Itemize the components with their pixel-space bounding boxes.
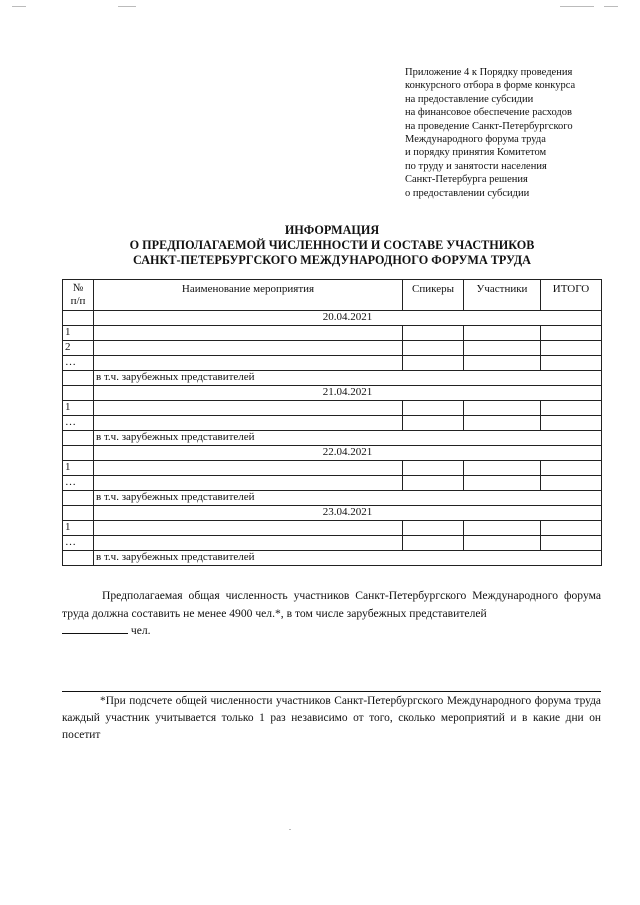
event-cell[interactable] (94, 326, 403, 341)
date-cell: 22.04.2021 (94, 446, 602, 461)
date-cell: 20.04.2021 (94, 311, 602, 326)
table-row (63, 521, 602, 536)
header-participants: Участники (464, 280, 541, 311)
foreign-representatives-label: в т.ч. зарубежных представителей (94, 551, 602, 566)
event-cell[interactable] (94, 401, 403, 416)
foreign-row (63, 371, 602, 386)
foreign-row (63, 551, 602, 566)
appendix-line: на предоставление субсидии (405, 93, 534, 105)
participants-cell[interactable] (464, 536, 541, 551)
appendix-line: о предоставлении субсидии (405, 187, 530, 199)
row-number: 1 (63, 326, 94, 341)
row-number: … (63, 536, 94, 551)
table-row (63, 416, 602, 431)
participants-cell[interactable] (464, 416, 541, 431)
appendix-note (405, 66, 625, 200)
scan-speck (12, 6, 26, 7)
participants-cell[interactable] (464, 341, 541, 356)
title-line: О ПРЕДПОЛАГАЕМОЙ ЧИСЛЕННОСТИ И СОСТАВЕ УЧАСТНИКОВ (129, 238, 535, 252)
row-number: 1 (63, 401, 94, 416)
participants-cell[interactable] (464, 401, 541, 416)
appendix-line: Приложение 4 к Порядку проведения (405, 67, 573, 78)
scan-speck (560, 6, 594, 7)
speakers-cell[interactable] (403, 341, 464, 356)
participants-cell[interactable] (464, 476, 541, 491)
table-row (63, 401, 602, 416)
date-cell: 21.04.2021 (94, 386, 602, 401)
appendix-line: Международного форума труда (405, 134, 546, 146)
total-cell[interactable] (541, 356, 602, 371)
estimated-count-paragraph (62, 587, 601, 640)
table-row (63, 356, 602, 371)
footnote (62, 693, 601, 744)
speakers-cell[interactable] (403, 416, 464, 431)
header-total: ИТОГО (541, 280, 602, 311)
table-header-row (63, 280, 602, 311)
appendix-line: конкурсного отбора в форме конкурса (405, 80, 576, 92)
foreign-row (63, 431, 602, 446)
appendix-line: Санкт-Петербурга решения (405, 174, 528, 186)
header-number-line1: № (72, 282, 84, 294)
foreign-representatives-label: в т.ч. зарубежных представителей (94, 491, 602, 506)
speakers-cell[interactable] (403, 356, 464, 371)
event-cell[interactable] (94, 461, 403, 476)
row-number: 2 (63, 341, 94, 356)
foreign-representatives-label: в т.ч. зарубежных представителей (94, 371, 602, 386)
speakers-cell[interactable] (403, 521, 464, 536)
table-row (63, 461, 602, 476)
date-row (63, 311, 602, 326)
participants-cell[interactable] (464, 326, 541, 341)
total-cell[interactable] (541, 416, 602, 431)
speakers-cell[interactable] (403, 461, 464, 476)
total-cell[interactable] (541, 401, 602, 416)
total-cell[interactable] (541, 341, 602, 356)
appendix-line: на проведение Санкт-Петербургского (405, 120, 573, 132)
foreign-count-blank[interactable] (62, 623, 128, 634)
foreign-row (63, 491, 602, 506)
speakers-cell[interactable] (403, 536, 464, 551)
title-line: ИНФОРМАЦИЯ (284, 223, 380, 237)
participants-cell[interactable] (464, 521, 541, 536)
header-speakers: Спикеры (403, 280, 464, 311)
table-row (63, 326, 602, 341)
scan-speck (604, 6, 618, 7)
appendix-line: и порядку принятия Комитетом (405, 147, 547, 159)
total-cell[interactable] (541, 536, 602, 551)
total-cell[interactable] (541, 521, 602, 536)
row-number: … (63, 416, 94, 431)
event-cell[interactable] (94, 521, 403, 536)
header-number (63, 280, 94, 311)
event-cell[interactable] (94, 341, 403, 356)
participants-table (62, 279, 602, 566)
speakers-cell[interactable] (403, 326, 464, 341)
table-row (63, 536, 602, 551)
event-cell[interactable] (94, 356, 403, 371)
document-title (0, 223, 640, 268)
scan-speck (118, 6, 136, 7)
date-cell: 23.04.2021 (94, 506, 602, 521)
row-number: 1 (63, 461, 94, 476)
date-row (63, 446, 602, 461)
scan-speck (289, 829, 291, 830)
participants-cell[interactable] (464, 461, 541, 476)
participants-cell[interactable] (464, 356, 541, 371)
paragraph-suffix: чел. (130, 624, 151, 637)
total-cell[interactable] (541, 326, 602, 341)
appendix-line: по труду и занятости населения (405, 160, 547, 172)
foreign-representatives-label: в т.ч. зарубежных представителей (94, 431, 602, 446)
title-line: САНКТ-ПЕТЕРБУРГСКОГО МЕЖДУНАРОДНОГО ФОРУМА ТРУДА (133, 253, 531, 267)
paragraph-text: Предполагаемая общая численность участников Санкт-Петербургского Международного форума труда должна составить не менее 4900 чел.*, в том числе зарубежных представителей (62, 589, 601, 620)
table-row (63, 341, 602, 356)
header-event: Наименование мероприятия (94, 280, 403, 311)
appendix-line: на финансовое обеспечение расходов (405, 107, 572, 119)
footnote-text: *При подсчете общей численности участников Санкт-Петербургского Международного форума труда каждый участник учитывается только 1 раз независимо от того, сколько мероприятий и в какие дни он посетит (62, 695, 601, 741)
event-cell[interactable] (94, 536, 403, 551)
row-number: … (63, 476, 94, 491)
row-number: … (63, 356, 94, 371)
event-cell[interactable] (94, 476, 403, 491)
footnote-separator (62, 691, 601, 692)
row-number: 1 (63, 521, 94, 536)
speakers-cell[interactable] (403, 401, 464, 416)
date-row (63, 386, 602, 401)
date-row (63, 506, 602, 521)
speakers-cell[interactable] (403, 476, 464, 491)
event-cell[interactable] (94, 416, 403, 431)
total-cell[interactable] (541, 461, 602, 476)
header-number-line2: п/п (70, 295, 86, 307)
table-row (63, 476, 602, 491)
total-cell[interactable] (541, 476, 602, 491)
